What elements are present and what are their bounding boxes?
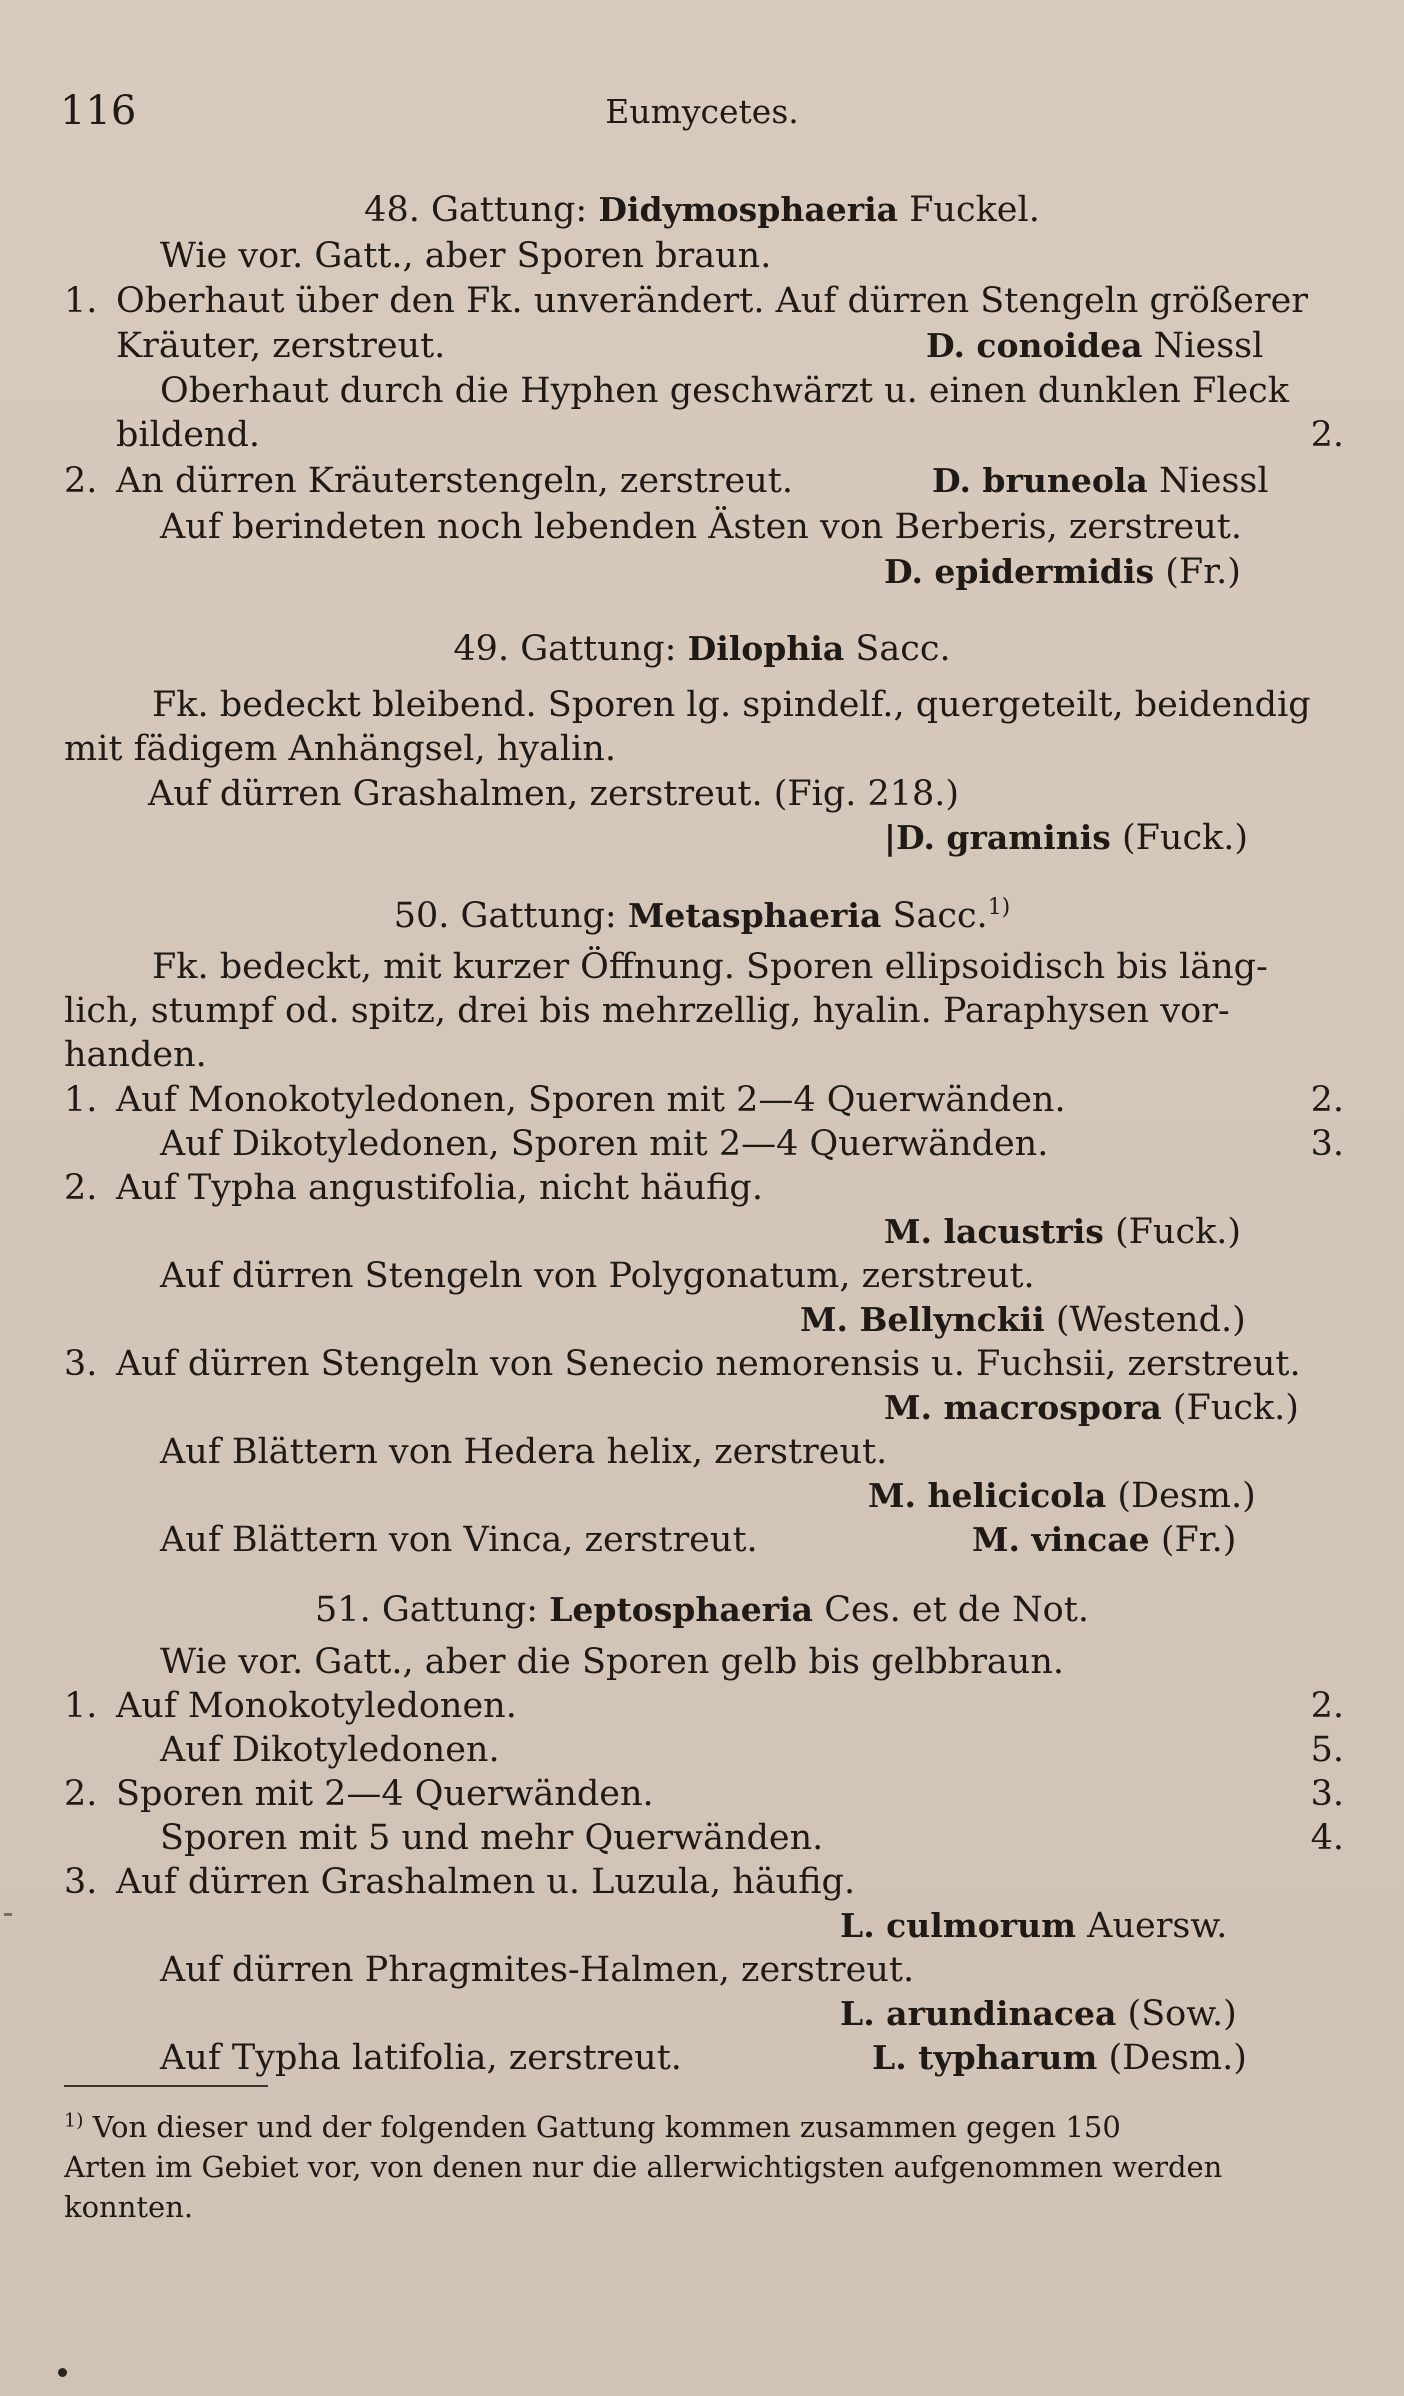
- key-line: Auf berindeten noch lebenden Ästen von Berberis, zerstreut.: [160, 507, 1242, 547]
- key-line: Auf Dikotyledonen, Sporen mit 2—4 Querwänden. 3.: [160, 1124, 1344, 1164]
- key-line: 2. Auf Typha angustifolia, nicht häufig.: [64, 1168, 763, 1208]
- key-line: 2. Sporen mit 2—4 Querwänden. 3.: [64, 1774, 1344, 1814]
- text-line: Wie vor. Gatt., aber die Sporen gelb bis gelbbraun.: [160, 1642, 1065, 1682]
- key-line: bildend. 2.: [116, 415, 1344, 455]
- species-name: M. lacustris: [884, 1212, 1104, 1251]
- key-line: 3. Auf dürren Stengeln von Senecio nemorensis u. Fuchsii, zerstreut.: [64, 1344, 1301, 1384]
- species-name: M. helicicola: [868, 1476, 1107, 1515]
- text-line: Auf dürren Grashalmen, zerstreut. (Fig. 218.): [148, 774, 960, 814]
- footnote-line: Arten im Gebiet vor, von denen nur die allerwichtigsten aufgenommen werden: [64, 2150, 1223, 2184]
- species-name: L. arundinacea: [840, 1994, 1117, 2033]
- key-line: Auf Dikotyledonen. 5.: [160, 1730, 1344, 1770]
- genus-heading-51: 51. Gattung: Leptosphaeria Ces. et de Not.: [315, 1590, 1089, 1630]
- text-line: Fk. bedeckt, mit kurzer Öffnung. Sporen ellipsoidisch bis läng-: [152, 947, 1268, 987]
- text-line: mit fädigem Anhängsel, hyalin.: [64, 729, 616, 769]
- species-name: D. bruneola: [932, 461, 1148, 500]
- species-name: L. culmorum: [840, 1906, 1077, 1945]
- key-line: Sporen mit 5 und mehr Querwänden. 4.: [160, 1818, 1344, 1858]
- key-line: Auf dürren Phragmites-Halmen, zerstreut.: [160, 1950, 915, 1990]
- footnote-rule: [64, 2085, 268, 2087]
- key-line: D. epidermidis (Fr.): [884, 552, 1241, 592]
- key-line: L. culmorum Auersw.: [840, 1906, 1228, 1946]
- text-line: Fk. bedeckt bleibend. Sporen lg. spindelf., quergeteilt, beidendig: [152, 685, 1311, 725]
- footnote-line: $^{1)}$ Von dieser und der folgenden Gattung kommen zusammen gegen 150: [64, 2109, 1121, 2144]
- key-line: Auf dürren Stengeln von Polygonatum, zerstreut.: [160, 1256, 1035, 1296]
- key-line: |D. graminis (Fuck.): [884, 818, 1249, 858]
- ink-speck: [58, 2368, 67, 2377]
- species-name: M. Bellynckii: [800, 1300, 1045, 1339]
- species-name: M. macrospora: [884, 1388, 1162, 1427]
- page-number: 116: [60, 88, 137, 134]
- species-name: L. typharum: [872, 2038, 1098, 2077]
- text-line: Wie vor. Gatt., aber Sporen braun.: [160, 236, 772, 276]
- key-line: Auf Blättern von Hedera helix, zerstreut.: [160, 1432, 888, 1472]
- key-line: 1. Auf Monokotyledonen. 2.: [64, 1686, 1344, 1726]
- key-line: M. helicicola (Desm.): [868, 1476, 1256, 1516]
- text-line: lich, stumpf od. spitz, drei bis mehrzellig, hyalin. Paraphysen vor-: [64, 991, 1230, 1031]
- key-line: Auf Blättern von Vinca, zerstreut. M. vincae (Fr.): [160, 1520, 1237, 1560]
- key-line: Oberhaut durch die Hyphen geschwärzt u. einen dunklen Fleck: [160, 371, 1289, 411]
- ink-speck: [4, 1913, 12, 1916]
- species-name: D. epidermidis: [884, 552, 1155, 591]
- running-title: Eumycetes.: [605, 92, 799, 131]
- footnote-line: konnten.: [64, 2190, 194, 2224]
- text-line: handen.: [64, 1035, 207, 1075]
- key-line: Kräuter, zerstreut. D. conoidea Niessl: [116, 326, 1264, 366]
- key-line: M. lacustris (Fuck.): [884, 1212, 1242, 1252]
- species-name: |D. graminis: [884, 818, 1111, 857]
- key-line: 3. Auf dürren Grashalmen u. Luzula, häufig.: [64, 1862, 856, 1902]
- key-line: Auf Typha latifolia, zerstreut. L. typharum (Desm.): [160, 2038, 1247, 2078]
- key-line: 2. An dürren Kräuterstengeln, zerstreut. D. bruneola Niessl: [64, 461, 1269, 501]
- key-line: L. arundinacea (Sow.): [840, 1994, 1237, 2034]
- genus-heading-49: 49. Gattung: Dilophia Sacc.: [453, 629, 951, 669]
- key-line: 1. Auf Monokotyledonen, Sporen mit 2—4 Querwänden. 2.: [64, 1080, 1344, 1120]
- species-name: D. conoidea: [926, 326, 1143, 365]
- key-line: M. macrospora (Fuck.): [884, 1388, 1299, 1428]
- key-line: 1. Oberhaut über den Fk. unverändert. Auf dürren Stengeln größerer: [64, 281, 1309, 321]
- key-line: M. Bellynckii (Westend.): [800, 1300, 1246, 1340]
- genus-heading-48: 48. Gattung: Didymosphaeria Fuckel.: [364, 190, 1040, 230]
- species-name: M. vincae: [972, 1520, 1150, 1559]
- genus-heading-50: 50. Gattung: Metasphaeria Sacc.1): [393, 895, 1011, 936]
